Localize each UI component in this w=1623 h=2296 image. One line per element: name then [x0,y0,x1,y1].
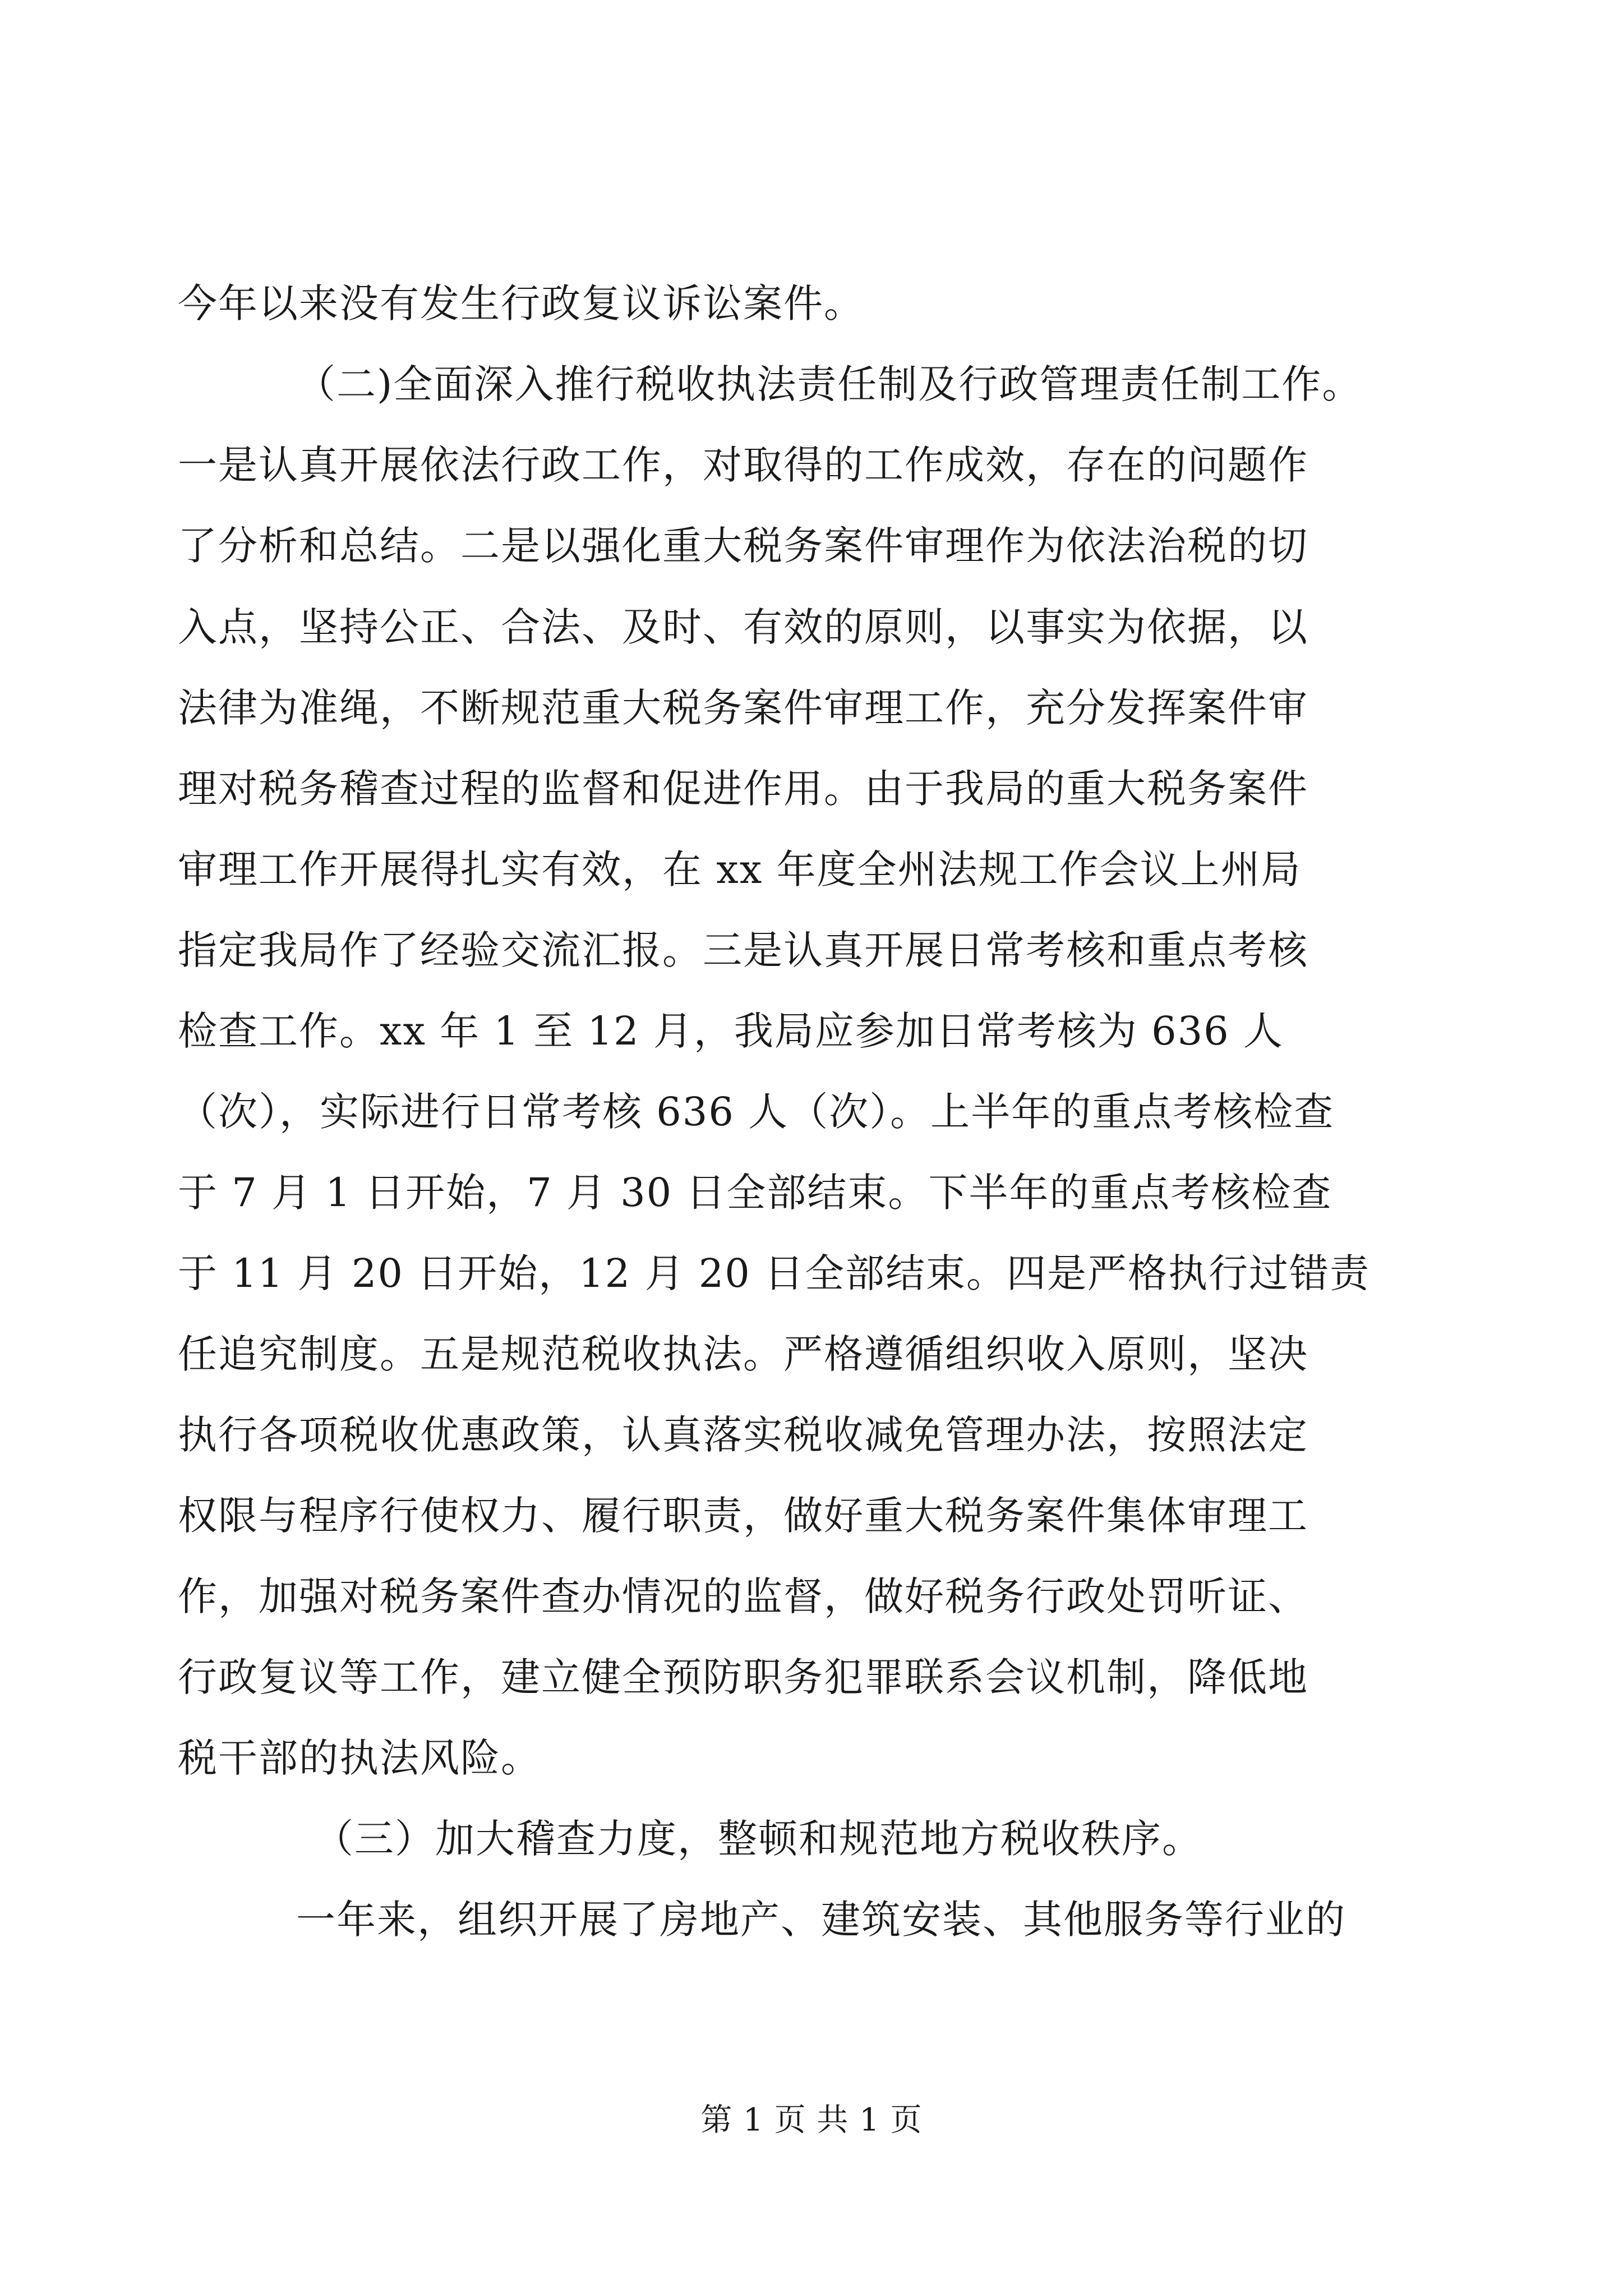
body-text-line: 了分析和总结。二是以强化重大税务案件审理作为依法治税的切 [178,523,1308,569]
body-text-line: 于 7 月 1 日开始，7 月 30 日全部结束。下半年的重点考核检查 [178,1170,1332,1216]
body-text-line: （次），实际进行日常考核 636 人（次）。上半年的重点考核检查 [178,1089,1335,1135]
body-text-line: 检查工作。xx 年 1 至 12 月，我局应参加日常考核为 636 人 [178,1008,1284,1054]
body-text-line: 今年以来没有发生行政复议诉讼案件。 [178,280,864,326]
body-text-line: 一是认真开展依法行政工作，对取得的工作成效，存在的问题作 [178,442,1308,488]
body-text-line: 作，加强对税务案件查办情况的监督，做好税务行政处罚听证、 [178,1573,1308,1619]
section-heading-2: （二)全面深入推行税收执法责任制及行政管理责任制工作。 [296,361,1363,407]
body-text-line: 执行各项税收优惠政策，认真落实税收减免管理办法，按照法定 [178,1412,1308,1458]
body-text-line: 任追究制度。五是规范税收执法。严格遵循组织收入原则，坚决 [178,1331,1308,1377]
body-text-line: 审理工作开展得扎实有效，在 xx 年度全州法规工作会议上州局 [178,846,1302,892]
body-text-line: 税干部的执法风险。 [178,1735,541,1781]
page-number-footer: 第 1 页 共 1 页 [700,2102,923,2138]
section-heading-3: （三）加大稽查力度，整顿和规范地方税收秩序。 [314,1816,1202,1862]
body-text-line: 理对税务稽查过程的监督和促进作用。由于我局的重大税务案件 [178,766,1308,812]
body-text-line: 法律为准绳，不断规范重大税务案件审理工作，充分发挥案件审 [178,685,1308,731]
body-text-line: 行政复议等工作，建立健全预防职务犯罪联系会议机制，降低地 [178,1654,1308,1700]
body-text-line: 指定我局作了经验交流汇报。三是认真开展日常考核和重点考核 [178,927,1308,973]
body-text-line: 于 11 月 20 日开始，12 月 20 日全部结束。四是严格执行过错责 [178,1250,1371,1296]
body-text-line: 权限与程序行使权力、履行职责，做好重大税务案件集体审理工 [178,1493,1308,1539]
body-text-line: 入点，坚持公正、合法、及时、有效的原则，以事实为依据，以 [178,604,1308,650]
body-text-line: 一年来，组织开展了房地产、建筑安装、其他服务等行业的 [296,1897,1346,1943]
